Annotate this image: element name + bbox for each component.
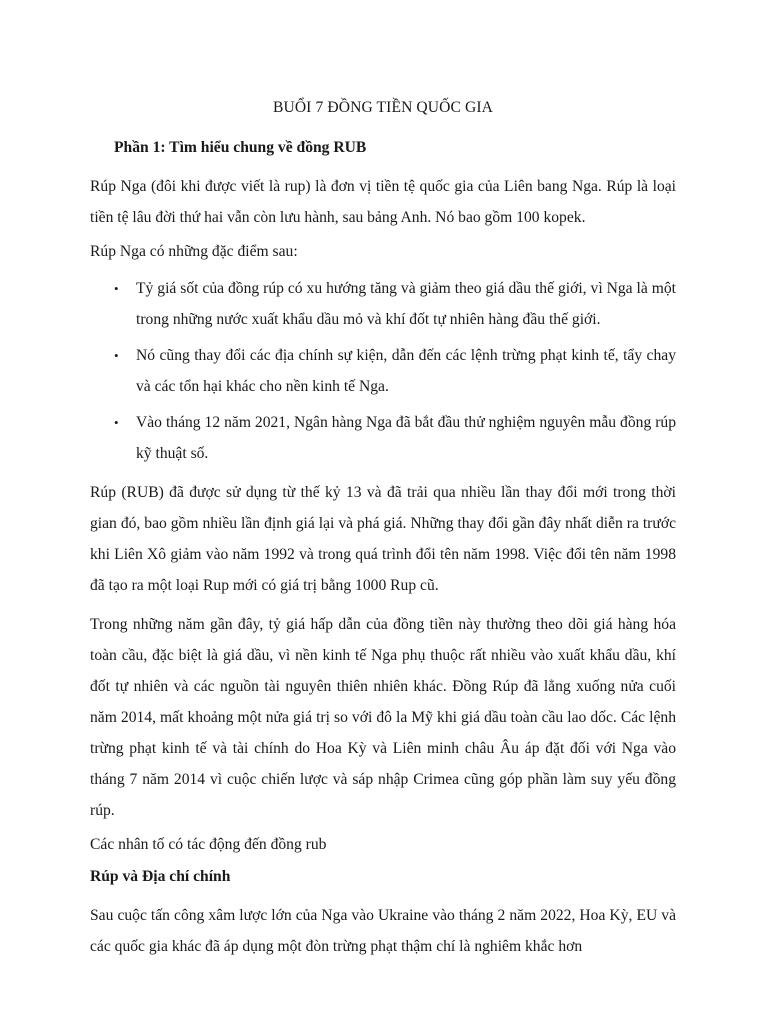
document-title: BUỔI 7 ĐỒNG TIỀN QUỐC GIA (272, 99, 494, 116)
paragraph-intro: Rúp Nga (đôi khi được viết là rup) là đơn vị tiền tệ quốc gia của Liên bang Nga. Rúp là loại tiền tệ lâu đời thứ hai vẫn còn lưu hành, sau bảng Anh. Nó bao gồm 100 kopek. (90, 178, 676, 226)
section-heading-rub-overview: Phần 1: Tìm hiểu chung về đồng RUB (114, 139, 367, 156)
bullet-icon: • (114, 281, 119, 296)
list-item (90, 340, 676, 402)
list-item-text: Tỷ giá sốt của đồng rúp có xu hướng tăng và giảm theo giá dầu thế giới, vì Nga là một trong những nước xuất khẩu dầu mỏ và khí đốt tự nhiên hàng đầu thế giới. (136, 280, 676, 328)
bullet-icon: • (114, 348, 119, 363)
paragraph-sanctions: Sau cuộc tấn công xâm lược lớn của Nga vào Ukraine vào tháng 2 năm 2022, Hoa Kỳ, EU và các quốc gia khác đã áp dụng một đòn trừng phạt thậm chí là nghiêm khắc hơn (90, 907, 676, 955)
list-item-text: Nó cũng thay đổi các địa chính sự kiện, dẫn đến các lệnh trừng phạt kinh tế, tẩy chay và các tổn hại khác cho nền kinh tế Nga. (136, 347, 676, 395)
paragraph-features-lead: Rúp Nga có những đặc điểm sau: (90, 243, 298, 260)
section-heading-geopolitics: Rúp và Địa chí chính (90, 868, 231, 885)
document-page (90, 97, 676, 970)
paragraph-history: Rúp (RUB) đã được sử dụng từ thế kỷ 13 và đã trải qua nhiều lần thay đổi mới trong thời gian đó, bao gồm nhiều lần định giá lại và phá giá. Những thay đổi gần đây nhất diễn ra trước khi Liên Xô giảm vào năm 1992 và trong quá trình đổi tên năm 1998. Việc đổi tên năm 1998 đã tạo ra một loại Rup mới có giá trị bằng 1000 Rup cũ. (90, 484, 676, 594)
paragraph-recent-years: Trong những năm gần đây, tỷ giá hấp dẫn của đồng tiền này thường theo dõi giá hàng hóa toàn cầu, đặc biệt là giá dầu, vì nền kinh tế Nga phụ thuộc rất nhiều vào xuất khẩu dầu, khí đốt tự nhiên và các nguồn tài nguyên thiên nhiên khác. Đồng Rúp đã lẳng xuống nửa cuối năm 2014, mất khoảng một nửa giá trị so với đô la Mỹ khi giá dầu toàn cầu lao dốc. Các lệnh trừng phạt kinh tế và tài chính do Hoa Kỳ và Liên minh châu Âu áp đặt đối với Nga vào tháng 7 năm 2014 vì cuộc chiến lược và sáp nhập Crimea cũng góp phần làm suy yếu đồng rúp. (90, 616, 676, 819)
paragraph-factors: Các nhân tố có tác động đến đồng rub (90, 836, 327, 853)
bullet-icon: • (114, 415, 119, 430)
list-item (90, 407, 676, 469)
list-item-text: Vào tháng 12 năm 2021, Ngân hàng Nga đã bắt đầu thử nghiệm nguyên mẫu đồng rúp kỹ thuật số. (136, 414, 676, 462)
features-list (90, 273, 676, 469)
list-item (90, 273, 676, 335)
